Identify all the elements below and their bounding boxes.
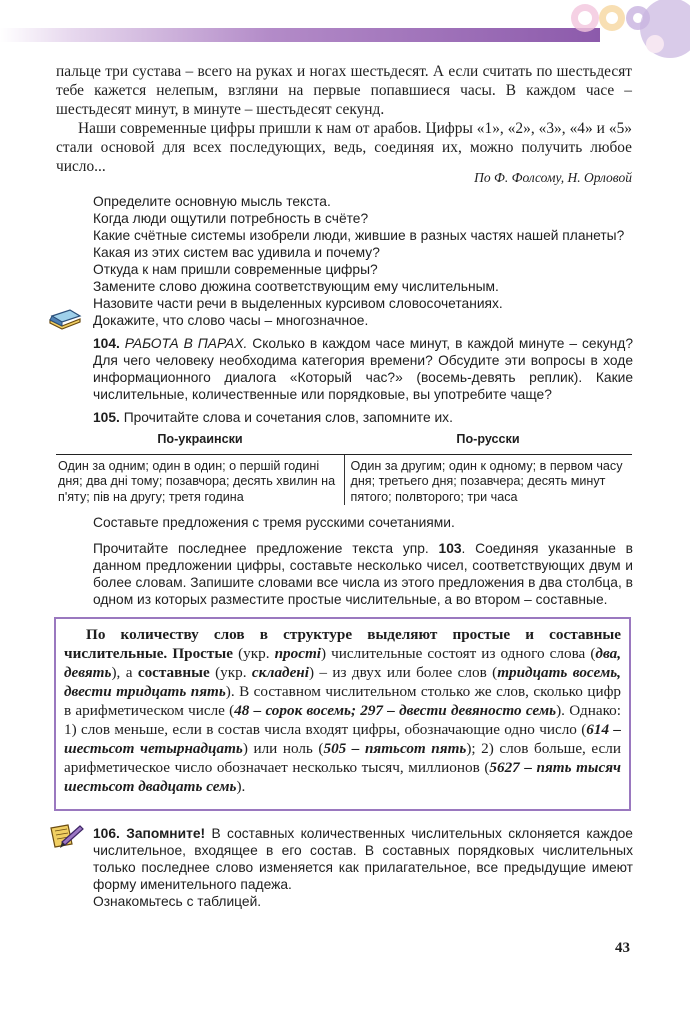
- exercise-104: [93, 335, 633, 403]
- rule-part: ). Однако: 1) слов меньше, если в состав числа входят цифры, обозначающие одно число (: [64, 702, 621, 738]
- task-text: . Соединяя указанные в данном предложении цифры, составьте несколько чисел, соответствующих двум и более словам. Запишите словами все числа из этого предложения в два столбца, в одном из которых разместите простые числительные, а во втором – составные.: [93, 541, 633, 607]
- example-simple: два, девять: [64, 645, 622, 681]
- table-header-russian: По-русски: [344, 430, 632, 454]
- rule-part: ).: [236, 778, 246, 795]
- table-header-ukrainian: По-украински: [56, 430, 344, 454]
- task-text: Составьте предложения с тремя русскими сочетаниями.: [93, 515, 455, 530]
- rule-text: [56, 619, 629, 796]
- exercise-105-task-1: [93, 514, 633, 531]
- task-text: Прочитайте последнее предложение текста упр.: [93, 541, 429, 556]
- exercise-text: Сколько в каждом часе минут, в каждой минуте – секунд? Для чего человеку необходима категория времени? Обсудите эти вопросы в ходе информационного диалога «Который час?» (восемь-девять реплик). Какие числительные, количественные или порядковые, вы употребите чаще?: [93, 336, 633, 402]
- term-simple-ukr: прості: [274, 645, 322, 662]
- questions-list: [93, 193, 633, 329]
- rule-part: ); 2) слов больше, если арифметическое число обозначает несколько тысяч, миллионов (: [64, 740, 621, 776]
- page-number: 43: [615, 940, 630, 956]
- question-item: Какие счётные системы изобрели люди, жившие в разных частях нашей планеты? Какая из этих систем вас удивила и почему?: [93, 228, 625, 260]
- exercise-text: В составных количественных числительных склоняется каждое числительное, входящее в его состав. В составных порядковых числительных только последнее слово изменяется как прилагательное, все предыдущие имеют форму именительного падежа.: [93, 826, 633, 892]
- question-item: Определите основную мысль текста.: [93, 194, 331, 209]
- rule-part: ). В составном числительном столько же слов, сколько цифр в арифметическом числе (: [64, 683, 622, 719]
- passage-text: [56, 62, 632, 176]
- exercise-number: 104.: [93, 336, 120, 351]
- passage-source: По Ф. Фолсому, Н. Орловой: [474, 170, 632, 185]
- question-item: Когда люди ощутили потребность в счёте?: [93, 211, 369, 226]
- exercise-text: Ознакомьтесь с таблицей.: [93, 894, 262, 909]
- example-2: 614 – шестьсот четырнадцать: [64, 721, 621, 757]
- example-compound: тридцать восемь, двести тридцать пять: [64, 664, 621, 700]
- exercise-label: Запомните!: [126, 826, 206, 841]
- question-item: Докажите, что слово часы – многозначное.: [93, 313, 369, 328]
- table-cell-russian: Один за другим; один к одному; в первом часу дня; третьего дня; позавчера; десять минут пятого; полвторого; три часа: [344, 454, 632, 505]
- term-compound-ukr: складені: [251, 664, 309, 681]
- notebook-pen-icon: [48, 822, 84, 850]
- rule-part: (укр.: [215, 664, 247, 681]
- decorative-circles: [530, 0, 690, 60]
- exercise-105: [93, 409, 633, 426]
- exercise-label: РАБОТА В ПАРАХ.: [124, 336, 248, 351]
- books-icon: [46, 304, 84, 330]
- term-simple: Простые: [172, 645, 233, 662]
- exercise-text: Прочитайте слова и сочетания слов, запомните их.: [123, 410, 453, 425]
- rule-part: ) или ноль (: [242, 740, 324, 757]
- exercise-reference: 103: [438, 541, 462, 556]
- header-band: [0, 28, 600, 42]
- passage-paragraph-2: Наши современные цифры пришли к нам от арабов. Цифры «1», «2», «3», «4» и «5» стали основой для всех последующих, ведь, соединяя их, можно получить любое число...: [56, 120, 632, 175]
- term-compound: составные: [137, 664, 210, 681]
- example-4: 5627 – пять тысяч шестьсот двадцать семь: [64, 759, 622, 795]
- rule-part: ), а: [111, 664, 133, 681]
- table-cell-ukrainian: Один за одним; один в один; о першій годині дня; два дні тому; позавчора; десять хвилин на п'яту; пів на другу; третя година: [58, 458, 336, 504]
- rule-part: ) – из двух или более слов (: [308, 664, 498, 681]
- example-1: 48 – сорок восемь; 297 – двести девяносто семь: [234, 702, 557, 719]
- exercise-106: [93, 825, 633, 910]
- example-3: 505 – пятьсот пять: [323, 740, 467, 757]
- question-item: Откуда к нам пришли современные цифры?: [93, 262, 378, 277]
- rule-part: (укр.: [238, 645, 270, 662]
- exercise-number: 106.: [93, 826, 120, 841]
- question-item: Замените слово дюжина соответствующим ему числительным.: [93, 279, 499, 294]
- rule-box: [54, 617, 631, 811]
- rule-part: ) числительные состоят из одного слова (: [321, 645, 596, 662]
- exercise-105-task-2: [93, 540, 633, 608]
- question-item: Назовите части речи в выделенных курсивом словосочетаниях.: [93, 296, 503, 311]
- passage-paragraph-1: пальце три сустава – всего на руках и ногах шестьдесят. А если считать по шестьдесят тебе кажется нелепым, взгляни на первые попавшиеся часы. В каждом часе – шестьдесят минут, в минуте – шестьдесят секунд.: [56, 63, 632, 118]
- translation-table: [56, 430, 632, 505]
- rule-intro: По количеству слов в структуре выделяют простые и составные числительные.: [64, 626, 621, 662]
- exercise-number: 105.: [93, 410, 120, 425]
